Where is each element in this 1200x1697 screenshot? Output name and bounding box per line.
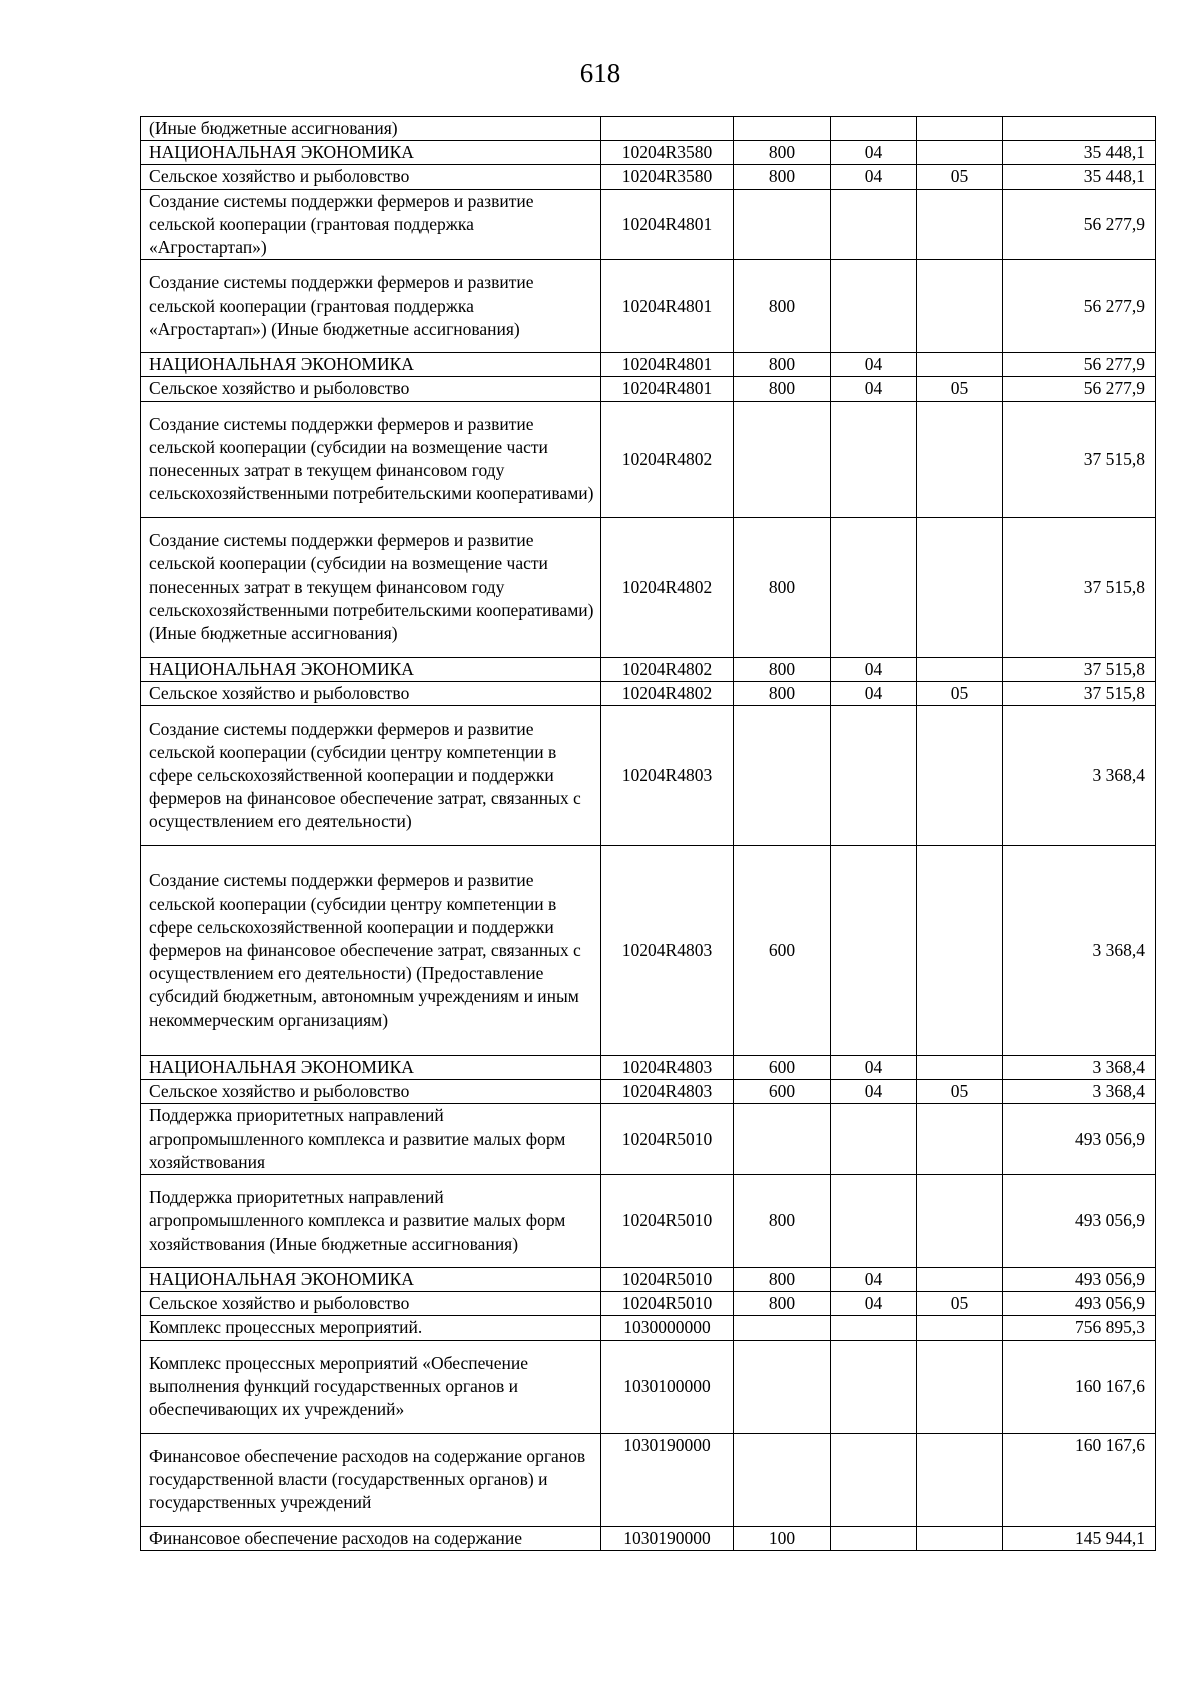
row-rz-code-cell: [831, 846, 917, 1056]
row-pr-code-cell: [917, 1175, 1003, 1268]
table-row: [141, 706, 1156, 846]
row-sum-cell: 160 167,6: [1003, 1340, 1156, 1433]
row-vr-code-cell: 800: [734, 517, 831, 657]
row-name-cell: Комплекс процессных мероприятий «Обеспечение выполнения функций государственных органов и обеспечивающих их учреждений»: [141, 1340, 601, 1433]
row-csr-code-cell: 1030000000: [601, 1316, 734, 1340]
row-rz-code-cell: [831, 1316, 917, 1340]
row-pr-code-cell: 05: [917, 681, 1003, 705]
row-sum-cell: 37 515,8: [1003, 517, 1156, 657]
row-sum-cell: 56 277,9: [1003, 377, 1156, 401]
row-vr-code-cell: [734, 1316, 831, 1340]
row-rz-code-cell: 04: [831, 681, 917, 705]
table-row: [141, 657, 1156, 681]
table-row: [141, 1104, 1156, 1175]
row-name-cell: Создание системы поддержки фермеров и развитие сельской кооперации (грантовая поддержка «Агростартап»): [141, 189, 601, 260]
table-row: [141, 1316, 1156, 1340]
row-name-cell: Создание системы поддержки фермеров и развитие сельской кооперации (субсидии на возмещение части понесенных затрат в текущем финансовом году сельскохозяйственными потребительскими кооперативами) (Иные бюджетные ассигнования): [141, 517, 601, 657]
row-pr-code-cell: [917, 353, 1003, 377]
row-sum-cell: 37 515,8: [1003, 657, 1156, 681]
row-csr-code-cell: 1030190000: [601, 1526, 734, 1550]
row-name-cell: НАЦИОНАЛЬНАЯ ЭКОНОМИКА: [141, 141, 601, 165]
row-pr-code-cell: [917, 141, 1003, 165]
row-vr-code-cell: [734, 189, 831, 260]
row-name-cell: Поддержка приоритетных направлений агропромышленного комплекса и развитие малых форм хозяйствования: [141, 1104, 601, 1175]
row-csr-code-cell: 10204R5010: [601, 1268, 734, 1292]
row-name-cell: Сельское хозяйство и рыболовство: [141, 165, 601, 189]
row-rz-code-cell: [831, 517, 917, 657]
row-pr-code-cell: [917, 260, 1003, 353]
row-vr-code-cell: [734, 401, 831, 517]
row-rz-code-cell: [831, 401, 917, 517]
row-vr-code-cell: 800: [734, 377, 831, 401]
row-sum-cell: 35 448,1: [1003, 165, 1156, 189]
row-csr-code-cell: 10204R5010: [601, 1104, 734, 1175]
row-csr-code-cell: 10204R4803: [601, 1056, 734, 1080]
row-vr-code-cell: 800: [734, 681, 831, 705]
row-sum-cell: 756 895,3: [1003, 1316, 1156, 1340]
row-sum-cell: 160 167,6: [1003, 1433, 1156, 1526]
row-pr-code-cell: [917, 1104, 1003, 1175]
row-sum-cell: [1003, 117, 1156, 141]
row-vr-code-cell: 800: [734, 353, 831, 377]
table-row: [141, 189, 1156, 260]
row-name-cell: НАЦИОНАЛЬНАЯ ЭКОНОМИКА: [141, 353, 601, 377]
table-row: [141, 846, 1156, 1056]
budget-table: [140, 116, 1156, 1551]
row-vr-code-cell: 800: [734, 260, 831, 353]
row-rz-code-cell: 04: [831, 1292, 917, 1316]
row-rz-code-cell: [831, 260, 917, 353]
row-pr-code-cell: 05: [917, 165, 1003, 189]
row-rz-code-cell: [831, 1340, 917, 1433]
row-sum-cell: 493 056,9: [1003, 1104, 1156, 1175]
row-csr-code-cell: 10204R4801: [601, 377, 734, 401]
row-pr-code-cell: [917, 846, 1003, 1056]
table-row: [141, 353, 1156, 377]
row-rz-code-cell: [831, 189, 917, 260]
row-vr-code-cell: 800: [734, 1292, 831, 1316]
row-name-cell: Сельское хозяйство и рыболовство: [141, 377, 601, 401]
row-rz-code-cell: 04: [831, 141, 917, 165]
row-sum-cell: 493 056,9: [1003, 1175, 1156, 1268]
row-csr-code-cell: 1030190000: [601, 1433, 734, 1526]
row-vr-code-cell: [734, 117, 831, 141]
row-vr-code-cell: [734, 706, 831, 846]
row-sum-cell: 3 368,4: [1003, 1056, 1156, 1080]
row-pr-code-cell: [917, 1268, 1003, 1292]
row-sum-cell: 35 448,1: [1003, 141, 1156, 165]
row-vr-code-cell: 600: [734, 1080, 831, 1104]
table-row: [141, 141, 1156, 165]
row-name-cell: НАЦИОНАЛЬНАЯ ЭКОНОМИКА: [141, 1268, 601, 1292]
table-row: [141, 260, 1156, 353]
row-vr-code-cell: 600: [734, 846, 831, 1056]
row-rz-code-cell: 04: [831, 377, 917, 401]
row-rz-code-cell: [831, 1433, 917, 1526]
row-pr-code-cell: [917, 1316, 1003, 1340]
row-csr-code-cell: 10204R4802: [601, 681, 734, 705]
table-row: [141, 1268, 1156, 1292]
row-rz-code-cell: 04: [831, 353, 917, 377]
row-rz-code-cell: 04: [831, 1080, 917, 1104]
row-rz-code-cell: [831, 1175, 917, 1268]
row-rz-code-cell: [831, 117, 917, 141]
row-name-cell: Создание системы поддержки фермеров и развитие сельской кооперации (субсидии центру компетенции в сфере сельскохозяйственной кооперации и поддержки фермеров на финансовое обеспечение затрат, связанных с осуществлением его деятельности) (Предоставление субсидий бюджетным, автономным учреждениям и иным некоммерческим организациям): [141, 846, 601, 1056]
table-row: [141, 1433, 1156, 1526]
row-name-cell: Создание системы поддержки фермеров и развитие сельской кооперации (субсидии на возмещение части понесенных затрат в текущем финансовом году сельскохозяйственными потребительскими кооперативами): [141, 401, 601, 517]
row-pr-code-cell: [917, 401, 1003, 517]
row-sum-cell: 37 515,8: [1003, 401, 1156, 517]
row-vr-code-cell: 800: [734, 141, 831, 165]
row-csr-code-cell: 10204R4801: [601, 353, 734, 377]
row-name-cell: Комплекс процессных мероприятий.: [141, 1316, 601, 1340]
row-pr-code-cell: [917, 1340, 1003, 1433]
row-pr-code-cell: [917, 1433, 1003, 1526]
row-sum-cell: 3 368,4: [1003, 706, 1156, 846]
row-sum-cell: 56 277,9: [1003, 260, 1156, 353]
row-csr-code-cell: 10204R4802: [601, 401, 734, 517]
row-csr-code-cell: 10204R3580: [601, 165, 734, 189]
row-pr-code-cell: 05: [917, 377, 1003, 401]
row-vr-code-cell: 600: [734, 1056, 831, 1080]
row-rz-code-cell: 04: [831, 657, 917, 681]
row-name-cell: Сельское хозяйство и рыболовство: [141, 1080, 601, 1104]
row-pr-code-cell: [917, 1056, 1003, 1080]
table-row: [141, 1526, 1156, 1550]
table-row: [141, 1292, 1156, 1316]
row-sum-cell: 145 944,1: [1003, 1526, 1156, 1550]
table-row: [141, 517, 1156, 657]
row-name-cell: Создание системы поддержки фермеров и развитие сельской кооперации (субсидии центру компетенции в сфере сельскохозяйственной кооперации и поддержки фермеров на финансовое обеспечение затрат, связанных с осуществлением его деятельности): [141, 706, 601, 846]
row-sum-cell: 493 056,9: [1003, 1292, 1156, 1316]
table-row: [141, 681, 1156, 705]
row-sum-cell: 37 515,8: [1003, 681, 1156, 705]
row-name-cell: Финансовое обеспечение расходов на содержание органов государственной власти (государственных органов) и государственных учреждений: [141, 1433, 601, 1526]
row-pr-code-cell: [917, 517, 1003, 657]
row-csr-code-cell: 10204R4802: [601, 517, 734, 657]
row-name-cell: НАЦИОНАЛЬНАЯ ЭКОНОМИКА: [141, 1056, 601, 1080]
row-rz-code-cell: 04: [831, 1268, 917, 1292]
row-name-cell: Сельское хозяйство и рыболовство: [141, 1292, 601, 1316]
row-csr-code-cell: 10204R4803: [601, 1080, 734, 1104]
table-row: [141, 401, 1156, 517]
page-number: 618: [579, 58, 621, 88]
row-csr-code-cell: 10204R5010: [601, 1292, 734, 1316]
row-pr-code-cell: [917, 117, 1003, 141]
table-row: [141, 377, 1156, 401]
table-row: [141, 1340, 1156, 1433]
row-sum-cell: 3 368,4: [1003, 1080, 1156, 1104]
row-vr-code-cell: [734, 1104, 831, 1175]
row-pr-code-cell: [917, 657, 1003, 681]
table-row: [141, 117, 1156, 141]
row-vr-code-cell: [734, 1433, 831, 1526]
row-name-cell: (Иные бюджетные ассигнования): [141, 117, 601, 141]
row-rz-code-cell: [831, 1104, 917, 1175]
row-pr-code-cell: 05: [917, 1292, 1003, 1316]
row-sum-cell: 493 056,9: [1003, 1268, 1156, 1292]
row-rz-code-cell: [831, 1526, 917, 1550]
row-rz-code-cell: 04: [831, 1056, 917, 1080]
row-vr-code-cell: 800: [734, 1268, 831, 1292]
row-csr-code-cell: 10204R4802: [601, 657, 734, 681]
row-csr-code-cell: 10204R5010: [601, 1175, 734, 1268]
row-name-cell: Создание системы поддержки фермеров и развитие сельской кооперации (грантовая поддержка «Агростартап») (Иные бюджетные ассигнования): [141, 260, 601, 353]
budget-table-body: [141, 117, 1156, 1551]
row-vr-code-cell: 100: [734, 1526, 831, 1550]
row-csr-code-cell: 1030100000: [601, 1340, 734, 1433]
row-vr-code-cell: [734, 1340, 831, 1433]
row-vr-code-cell: 800: [734, 1175, 831, 1268]
row-csr-code-cell: 10204R4801: [601, 189, 734, 260]
row-pr-code-cell: 05: [917, 1080, 1003, 1104]
row-name-cell: Сельское хозяйство и рыболовство: [141, 681, 601, 705]
table-row: [141, 165, 1156, 189]
row-pr-code-cell: [917, 189, 1003, 260]
row-csr-code-cell: [601, 117, 734, 141]
row-sum-cell: 56 277,9: [1003, 353, 1156, 377]
row-vr-code-cell: 800: [734, 657, 831, 681]
row-vr-code-cell: 800: [734, 165, 831, 189]
row-pr-code-cell: [917, 1526, 1003, 1550]
table-row: [141, 1056, 1156, 1080]
row-sum-cell: 56 277,9: [1003, 189, 1156, 260]
row-name-cell: Поддержка приоритетных направлений агропромышленного комплекса и развитие малых форм хозяйствования (Иные бюджетные ассигнования): [141, 1175, 601, 1268]
row-rz-code-cell: [831, 706, 917, 846]
row-csr-code-cell: 10204R3580: [601, 141, 734, 165]
row-csr-code-cell: 10204R4803: [601, 706, 734, 846]
row-csr-code-cell: 10204R4803: [601, 846, 734, 1056]
table-row: [141, 1175, 1156, 1268]
row-sum-cell: 3 368,4: [1003, 846, 1156, 1056]
row-csr-code-cell: 10204R4801: [601, 260, 734, 353]
table-row: [141, 1080, 1156, 1104]
row-pr-code-cell: [917, 706, 1003, 846]
row-rz-code-cell: 04: [831, 165, 917, 189]
row-name-cell: НАЦИОНАЛЬНАЯ ЭКОНОМИКА: [141, 657, 601, 681]
row-name-cell: Финансовое обеспечение расходов на содержание: [141, 1526, 601, 1550]
